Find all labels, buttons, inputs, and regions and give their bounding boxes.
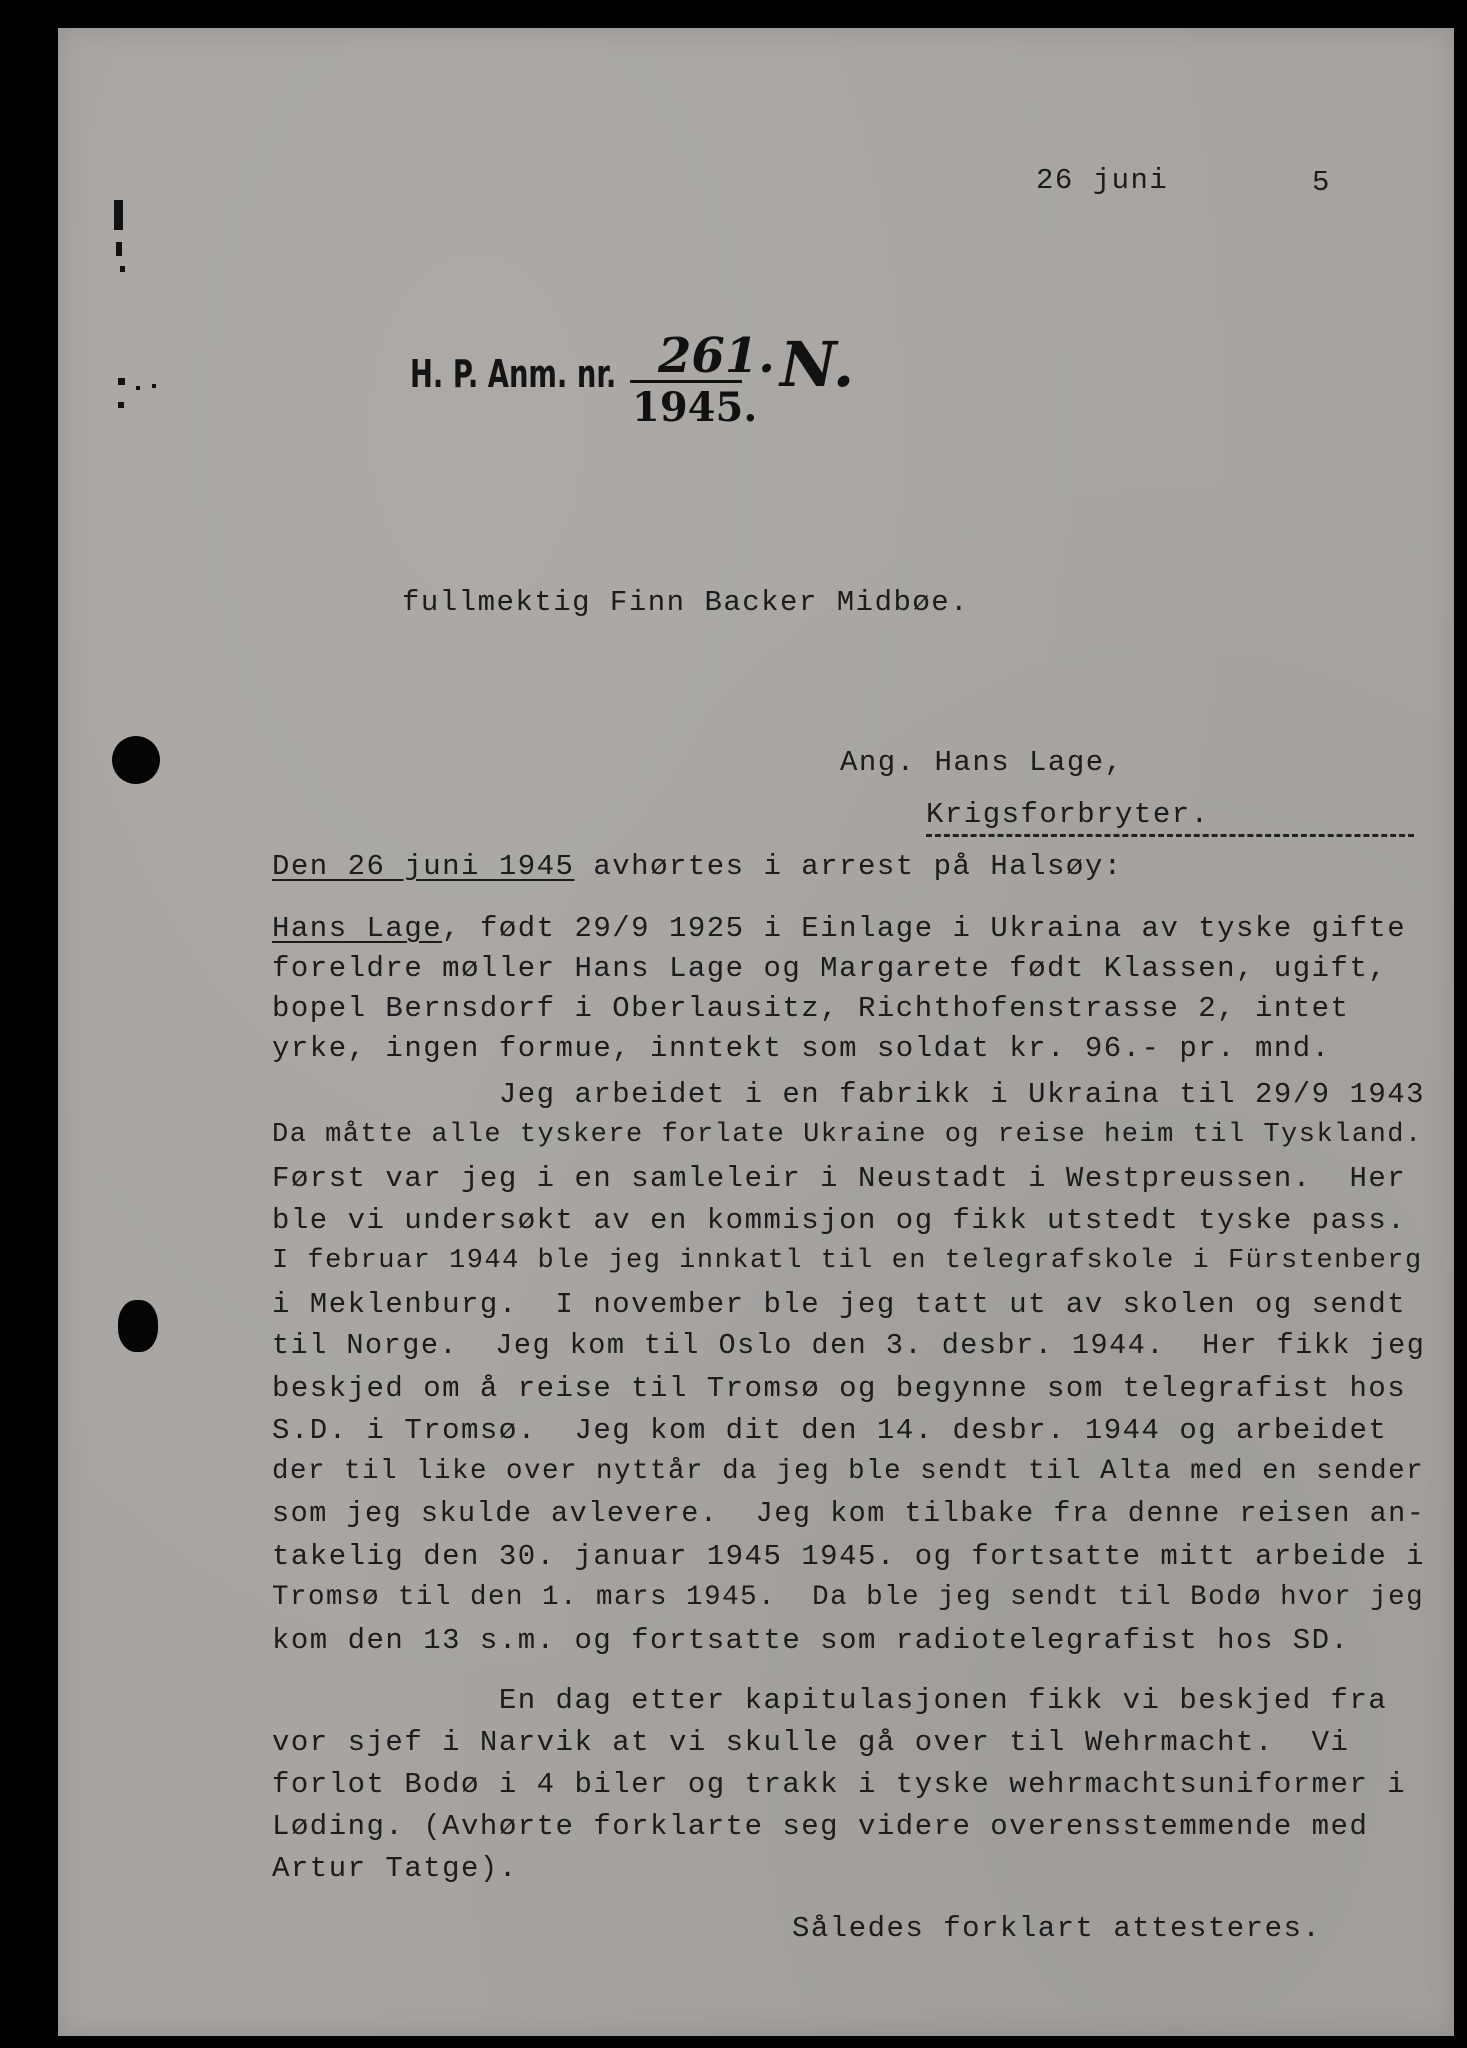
body-line: ble vi undersøkt av en kommisjon og fikk utstedt tyske pass. <box>272 1204 1407 1237</box>
body-line: Først var jeg i en samleleir i Neustadt i Westpreussen. Her <box>272 1162 1407 1195</box>
punch-hole-icon <box>118 1300 158 1352</box>
body-line: der til like over nyttår da jeg ble sendt til Alta med en sender <box>272 1456 1425 1487</box>
body-line: forlot Bodø i 4 biler og trakk i tyske wehrmachtsuniformer i <box>272 1768 1407 1801</box>
body-line: Da måtte alle tyskere forlate Ukraine og reise heim til Tyskland. <box>272 1120 1423 1150</box>
person-line: bopel Bernsdorf i Oberlausitz, Richthofenstrasse 2, intet <box>272 992 1350 1025</box>
subject-line-1: Ang. Hans Lage, <box>840 746 1124 779</box>
stamp-fraction-line <box>630 380 742 383</box>
addressee: fullmektig Finn Backer Midbøe. <box>402 586 970 619</box>
margin-mark <box>152 384 156 388</box>
person-line: foreldre møller Hans Lage og Margarete født Klassen, ugift, <box>272 952 1388 985</box>
subject-underline <box>926 834 1414 837</box>
body-line: Artur Tatge). <box>272 1852 518 1885</box>
page-number: 5 <box>1312 166 1331 199</box>
margin-mark <box>118 402 124 408</box>
margin-mark <box>116 242 122 256</box>
body-line: kom den 13 s.m. og fortsatte som radiotelegrafist hos SD. <box>272 1624 1350 1657</box>
registration-stamp-label: H. P. Anm. nr. <box>410 352 617 396</box>
body-line: til Norge. Jeg kom til Oslo den 3. desbr. 1944. Her fikk jeg <box>272 1329 1426 1362</box>
registration-code: N. <box>780 328 855 401</box>
person-line: yrke, ingen formue, inntekt som soldat kr. 96.- pr. mnd. <box>272 1032 1331 1065</box>
subject-line-2: Krigsforbryter. <box>926 798 1210 831</box>
body-line: Jeg arbeidet i en fabrikk i Ukraina til 29/9 1943 <box>272 1078 1426 1111</box>
closing-attestation: Således forklart attesteres. <box>792 1912 1322 1945</box>
body-line: beskjed om å reise til Tromsø og begynne som telegrafist hos <box>272 1372 1407 1405</box>
document-date: 26 juni <box>1036 164 1169 197</box>
body-line: Løding. (Avhørte forklarte seg videre overensstemmende med <box>272 1810 1369 1843</box>
person-line: Hans Lage, født 29/9 1925 i Einlage i Ukraina av tyske gifte <box>272 912 1407 945</box>
intro-line: Den 26 juni 1945 avhørtes i arrest på Halsøy: <box>272 850 1123 883</box>
margin-mark <box>136 386 140 390</box>
body-line: som jeg skulde avlevere. Jeg kom tilbake fra denne reisen an- <box>272 1497 1426 1530</box>
margin-mark <box>120 266 125 272</box>
margin-mark <box>118 378 125 385</box>
body-line: En dag etter kapitulasjonen fikk vi beskjed fra <box>272 1684 1388 1717</box>
registration-number: 261. <box>658 328 775 384</box>
document-sheet <box>58 28 1454 2036</box>
body-line: S.D. i Tromsø. Jeg kom dit den 14. desbr. 1944 og arbeidet <box>272 1414 1388 1447</box>
body-line: I februar 1944 ble jeg innkatl til en telegrafskole i Fürstenberg <box>272 1246 1423 1276</box>
body-line: takelig den 30. januar 1945 1945. og fortsatte mitt arbeide i <box>272 1540 1426 1573</box>
punch-hole-icon <box>112 736 160 784</box>
body-line: Tromsø til den 1. mars 1945. Da ble jeg sendt til Bodø hvor jeg <box>272 1582 1425 1613</box>
body-line: i Meklenburg. I november ble jeg tatt ut av skolen og sendt <box>272 1288 1407 1321</box>
margin-mark <box>114 200 123 230</box>
registration-year: 1945. <box>632 384 758 431</box>
body-line: vor sjef i Narvik at vi skulle gå over til Wehrmacht. Vi <box>272 1726 1350 1759</box>
